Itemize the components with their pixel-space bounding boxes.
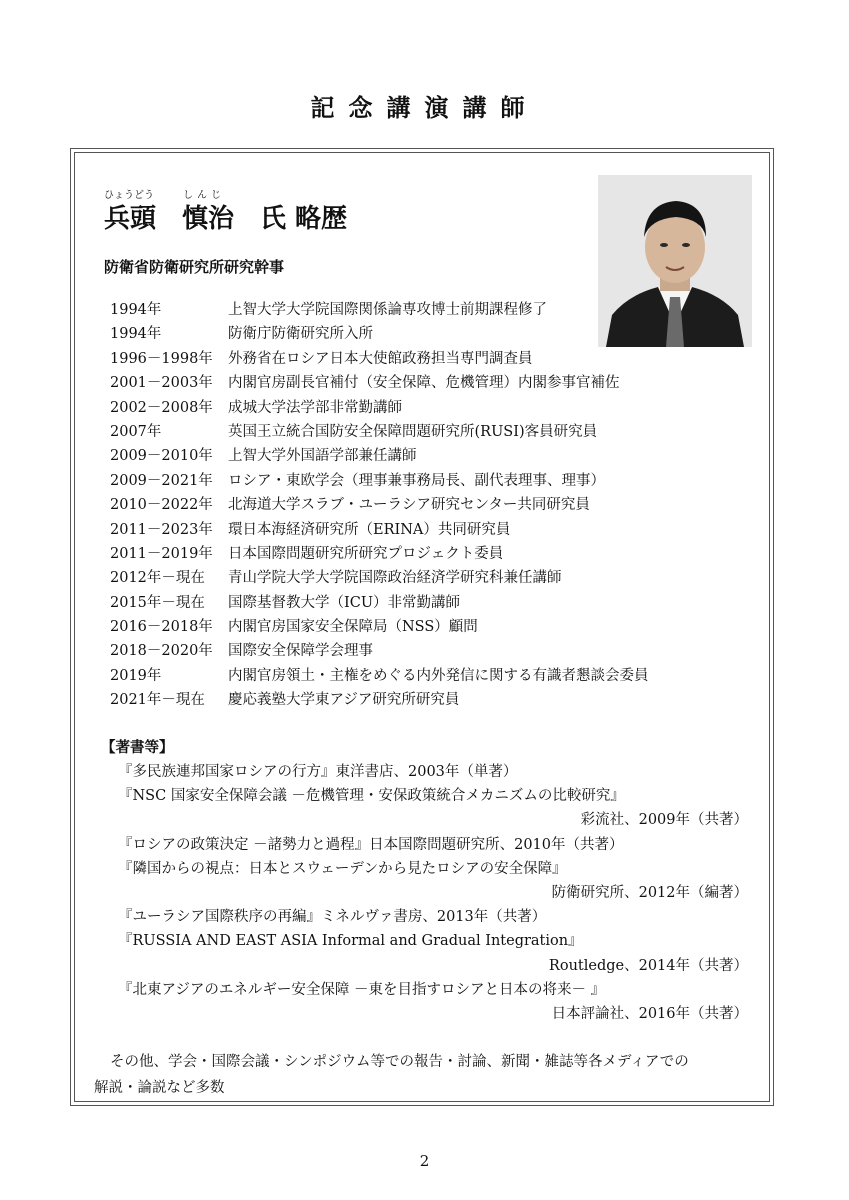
career-year: 2001－2003年 [110,375,213,392]
work-title: 『隣国からの視点：日本とスウェーデンから見たロシアの安全保障』 [118,860,567,877]
career-desc: 英国王立統合国防安全保障問題研究所(RUSI)客員研究員 [228,423,598,440]
name-ruby-given: しんじ [183,190,225,201]
others-line: 解説・論説など多数 [94,1080,225,1096]
career-item [110,469,730,493]
speaker-affiliation: 防衛省防衛研究所研究幹事 [104,258,285,276]
career-year: 1994年 [110,302,162,318]
career-item [110,664,730,688]
career-year: 2019年 [110,667,162,684]
career-year: 2018－2020年 [110,643,213,660]
career-desc: 北海道大学スラブ・ユーラシア研究センター共同研究員 [228,497,590,514]
career-item [110,688,730,712]
career-year: 2007年 [110,423,162,440]
career-desc: 内閣官房国家安全保障局（NSS）顧問 [228,619,478,636]
work-publisher: 防衛研究所、2012年（編著） [551,884,748,901]
work-title: 『多民族連邦国家ロシアの行方』東洋書店、2003年（単著） [118,764,518,780]
career-item [110,591,730,615]
career-item [110,420,730,444]
career-year: 1996－1998年 [110,350,213,367]
career-item [110,639,730,663]
career-item [110,396,730,420]
others-paragraph [94,1049,760,1101]
career-desc: 上智大学大学院国際関係論専攻博士前期課程修了 [228,302,547,318]
career-item [110,518,730,542]
career-desc: 成城大学法学部非常勤講師 [228,399,402,416]
others-line: その他、学会・国際会議・シンポジウム等での報告・討論、新聞・雑誌等各メディアでの [110,1054,689,1070]
career-year: 2002－2008年 [110,399,213,416]
career-year: 2012年－現在 [110,570,205,587]
career-desc: 環日本海経済研究所（ERINA）共同研究員 [228,521,511,538]
name-ruby-family: ひょうどう [104,190,154,201]
works-heading: 【著書等】 [101,739,174,756]
career-list [110,298,730,713]
career-desc: 上智大学外国語学部兼任講師 [228,448,417,465]
career-desc: 国際安全保障学会理事 [228,643,373,660]
career-desc: ロシア・東欧学会（理事兼事務局長、副代表理事、理事） [228,472,605,489]
career-year: 2021年－現在 [110,692,205,709]
work-title: 『NSC 国家安全保障会議 －危機管理・安保政策統合メカニズムの比較研究』 [118,788,625,805]
career-item [110,347,730,371]
career-desc: 青山学院大学大学院国際政治経済学研究科兼任講師 [228,570,562,587]
work-title: 『RUSSIA AND EAST ASIA Informal and Gradual Integration』 [118,933,583,950]
career-desc: 内閣官房領土・主権をめぐる内外発信に関する有識者懇談会委員 [228,667,649,684]
career-year: 2011－2019年 [110,545,213,562]
career-desc: 外務省在ロシア日本大使館政務担当専門調査員 [228,350,533,367]
career-desc: 防衛庁防衛研究所入所 [228,326,373,343]
page-number: 2 [419,1152,430,1170]
career-item [110,371,730,395]
career-year: 2009－2021年 [110,472,213,489]
career-item [110,542,730,566]
career-year: 2011－2023年 [110,521,213,538]
career-year: 1994年 [110,326,162,343]
career-desc: 慶応義塾大学東アジア研究所研究員 [228,692,460,709]
work-title: 『北東アジアのエネルギー安全保障 －東を目指すロシアと日本の将来－ 』 [118,981,606,998]
career-desc: 国際基督教大学（ICU）非常勤講師 [228,594,461,611]
work-publisher: Routledge、2014年（共著） [548,957,748,974]
career-year: 2009－2010年 [110,448,213,465]
career-item [110,444,730,468]
career-year: 2010－2022年 [110,497,213,514]
career-item [110,298,730,322]
works-list [118,760,748,1026]
career-desc: 日本国際問題研究所研究プロジェクト委員 [228,545,504,562]
career-year: 2016－2018年 [110,619,213,636]
career-item [110,566,730,590]
career-item [110,615,730,639]
career-desc: 内閣官房副長官補付（安全保障、危機管理）内閣参事官補佐 [228,375,620,392]
work-title: 『ロシアの政策決定 －諸勢力と過程』日本国際問題研究所、2010年（共著） [118,836,624,853]
career-item [110,493,730,517]
work-publisher: 彩流社、2009年（共著） [580,812,748,829]
speaker-name: 兵頭 慎治 氏 略歴 [104,204,348,234]
career-year: 2015年－現在 [110,594,205,611]
work-publisher: 日本評論社、2016年（共著） [551,1005,748,1022]
work-title: 『ユーラシア国際秩序の再編』ミネルヴァ書房、2013年（共著） [118,909,547,926]
page-title: 記念講演講師 [310,93,539,122]
career-item [110,322,730,346]
